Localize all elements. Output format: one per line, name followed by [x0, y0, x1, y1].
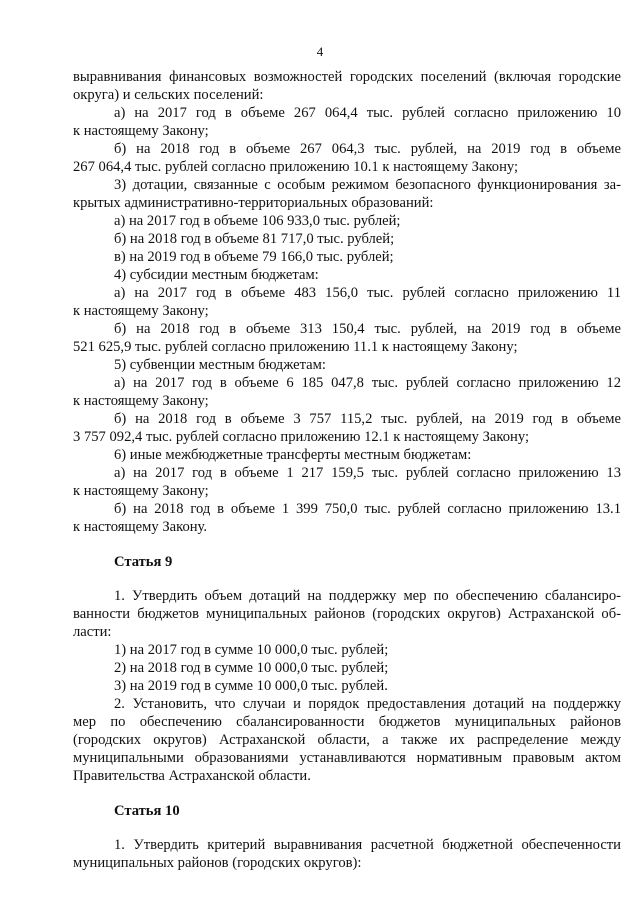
text-line: к настоящему Закону; — [73, 123, 209, 139]
text-line: 1. Утвердить объем дотаций на поддержку мер по обеспечению сбалансиро- — [114, 588, 621, 604]
text-line: к настоящему Закону; — [73, 303, 209, 319]
text-line: 1) на 2017 год в сумме 10 000,0 тыс. рублей; — [114, 642, 389, 658]
text-line: 1. Утвердить критерий выравнивания расчетной бюджетной обеспеченности — [114, 837, 621, 853]
text-line: ласти: — [73, 624, 112, 640]
text-line: а) на 2017 год в объеме 1 217 159,5 тыс. рублей согласно приложению 13 — [114, 465, 621, 481]
text-line: а) на 2017 год в объеме 106 933,0 тыс. рублей; — [114, 213, 401, 229]
text-line: б) на 2018 год в объеме 81 717,0 тыс. рублей; — [114, 231, 395, 247]
text-line: 267 064,4 тыс. рублей согласно приложению 10.1 к настоящему Закону; — [73, 159, 519, 175]
text-line: выравнивания финансовых возможностей городских поселений (включая городские — [73, 69, 621, 85]
text-line: 521 625,9 тыс. рублей согласно приложению 11.1 к настоящему Закону; — [73, 339, 518, 355]
text-line: б) на 2018 год в объеме 1 399 750,0 тыс. рублей согласно приложению 13.1 — [114, 501, 621, 517]
text-line: 2) на 2018 год в сумме 10 000,0 тыс. рублей; — [114, 660, 389, 676]
text-line: 2. Установить, что случаи и порядок предоставления дотаций на поддержку — [114, 696, 621, 712]
text-line: к настоящему Закону. — [73, 519, 208, 535]
text-line: 3) на 2019 год в сумме 10 000,0 тыс. рублей. — [114, 678, 388, 694]
article-heading: Статья 9 — [114, 554, 173, 570]
text-line: б) на 2018 год в объеме 313 150,4 тыс. рублей, на 2019 год в объеме — [114, 321, 621, 337]
text-line: муниципальными образованиями устанавливаются нормативным правовым актом — [73, 750, 621, 766]
text-line: а) на 2017 год в объеме 6 185 047,8 тыс. рублей согласно приложению 12 — [114, 375, 621, 391]
text-line: 5) субвенции местным бюджетам: — [114, 357, 326, 373]
text-line: в) на 2019 год в объеме 79 166,0 тыс. рублей; — [114, 249, 394, 265]
text-line: (городских округов) Астраханской области, а также их распределение между — [73, 732, 621, 748]
text-line: б) на 2018 год в объеме 267 064,3 тыс. рублей, на 2019 год в объеме — [114, 141, 621, 157]
text-line: 6) иные межбюджетные трансферты местным бюджетам: — [114, 447, 472, 463]
text-line: к настоящему Закону; — [73, 393, 209, 409]
text-line: округа) и сельских поселений: — [73, 87, 264, 103]
article-heading: Статья 10 — [114, 803, 180, 819]
text-line: 3) дотации, связанные с особым режимом безопасного функционирования за- — [114, 177, 621, 193]
text-line: а) на 2017 год в объеме 267 064,4 тыс. рублей согласно приложению 10 — [114, 105, 621, 121]
text-line: б) на 2018 год в объеме 3 757 115,2 тыс. рублей, на 2019 год в объеме — [114, 411, 621, 427]
text-line: Правительства Астраханской области. — [73, 768, 311, 784]
page-number: 4 — [316, 44, 324, 59]
text-line: ванности бюджетов муниципальных районов (городских округов) Астраханской об- — [73, 606, 621, 622]
text-line: а) на 2017 год в объеме 483 156,0 тыс. рублей согласно приложению 11 — [114, 285, 621, 301]
text-line: 4) субсидии местным бюджетам: — [114, 267, 319, 283]
text-line: мер по обеспечению сбалансированности бюджетов муниципальных районов — [73, 714, 621, 730]
text-line: 3 757 092,4 тыс. рублей согласно приложению 12.1 к настоящему Закону; — [73, 429, 530, 445]
text-line: крытых административно-территориальных образований: — [73, 195, 434, 211]
text-line: муниципальных районов (городских округов): — [73, 855, 362, 871]
text-line: к настоящему Закону; — [73, 483, 209, 499]
